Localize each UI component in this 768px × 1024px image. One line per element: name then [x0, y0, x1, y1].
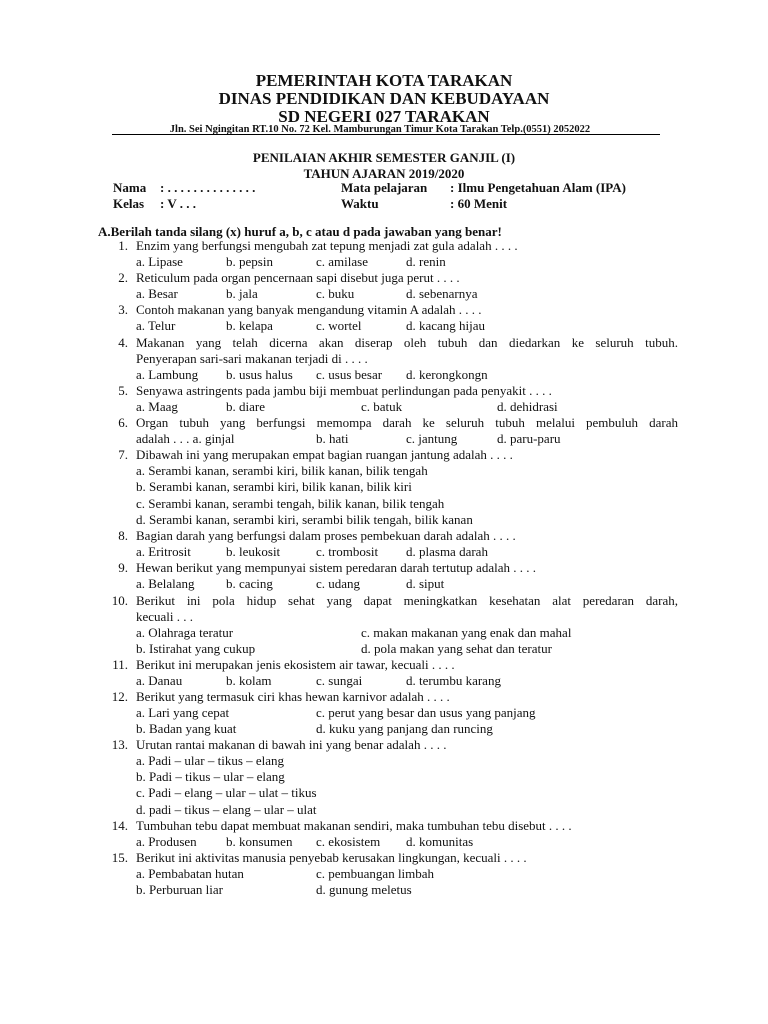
option-d[interactable]: d. paru-paru [497, 431, 561, 446]
question-number: 15. [111, 850, 128, 865]
header-department: DINAS PENDIDIKAN DAN KEBUDAYAAN [218, 89, 550, 108]
option-a[interactable]: a. Belalang [136, 576, 195, 591]
question-number: 14. [111, 818, 128, 833]
option-b[interactable]: b. Istirahat yang cukup [136, 641, 256, 656]
question-text: Senyawa astringents pada jambu biji membuat perlindungan pada penyakit . . . . [136, 383, 552, 398]
option-c[interactable]: c. ekosistem [316, 834, 381, 849]
header-address: Jln. Sei Ngingitan RT.10 No. 72 Kel. Mamburungan Timur Kota Tarakan Telp.(0551) 2052022 [169, 124, 591, 135]
question-text: Makanan yang telah dicerna akan diserap oleh tubuh dan diedarkan ke seluruh tubuh. [136, 335, 678, 350]
question-text: Berikut ini pola hidup sehat yang dapat meningkatkan kesehatan alat peredaran darah, [136, 593, 678, 608]
question-number: 3. [118, 302, 128, 317]
option-d[interactable]: d. pola makan yang sehat dan teratur [361, 641, 552, 656]
nama-label: Nama [113, 180, 147, 195]
question-number: 4. [118, 335, 128, 350]
question-text: kecuali . . . [136, 609, 194, 624]
option-d[interactable]: d. terumbu karang [406, 673, 501, 688]
option-c[interactable]: c. perut yang besar dan usus yang panjang [316, 705, 536, 720]
question-text: Tumbuhan tebu dapat membuat makanan sendiri, maka tumbuhan tebu disebut . . . . [136, 818, 572, 833]
option-b[interactable]: b. Badan yang kuat [136, 721, 237, 736]
option-c[interactable]: c. amilase [316, 254, 368, 269]
option-d[interactable]: d. kuku yang panjang dan runcing [316, 721, 493, 736]
option-c[interactable]: c. udang [316, 576, 361, 591]
question-text: Hewan berikut yang mempunyai sistem peredaran darah tertutup adalah . . . . [136, 560, 536, 575]
question-number: 13. [111, 737, 128, 752]
header-divider [112, 134, 660, 135]
question-text: Urutan rantai makanan di bawah ini yang benar adalah . . . . [136, 737, 447, 752]
question-text: Penyerapan sari-sari makanan terjadi di . . . . [136, 351, 368, 366]
section-a-label: A. [98, 224, 111, 239]
option-a[interactable]: a. Lipase [136, 254, 183, 269]
question-text: Berikut ini merupakan jenis ekosistem air tawar, kecuali . . . . [136, 657, 455, 672]
option-d[interactable]: d. kerongkongn [406, 367, 488, 382]
option-b[interactable]: b. usus halus [226, 367, 293, 382]
option-d[interactable]: d. siput [406, 576, 445, 591]
option-d[interactable]: d. kacang hijau [406, 318, 486, 333]
option-c[interactable]: c. Serambi kanan, serambi tengah, bilik kanan, bilik tengah [136, 496, 445, 511]
option-c[interactable]: c. usus besar [316, 367, 383, 382]
option-a[interactable]: a. Serambi kanan, serambi kiri, bilik kanan, bilik tengah [136, 463, 428, 478]
option-b[interactable]: b. kelapa [226, 318, 273, 333]
option-c[interactable]: c. batuk [361, 399, 403, 414]
option-c[interactable]: c. Padi – elang – ular – ulat – tikus [136, 785, 317, 800]
waktu-value: : 60 Menit [450, 196, 508, 211]
section-a-text: Berilah tanda silang (x) huruf a, b, c atau d pada jawaban yang benar! [110, 224, 502, 239]
option-d[interactable]: d. dehidrasi [497, 399, 558, 414]
question-text: Enzim yang berfungsi mengubah zat tepung menjadi zat gula adalah . . . . [136, 238, 518, 253]
option-b[interactable]: b. kolam [226, 673, 272, 688]
question-number: 5. [118, 383, 128, 398]
option-b[interactable]: b. jala [226, 286, 258, 301]
option-d[interactable]: d. padi – tikus – elang – ular – ulat [136, 802, 317, 817]
question-text: Dibawah ini yang merupakan empat bagian ruangan jantung adalah . . . . [136, 447, 513, 462]
option-d[interactable]: d. plasma darah [406, 544, 488, 559]
question-number: 7. [118, 447, 128, 462]
option-b[interactable]: b. Padi – tikus – ular – elang [136, 769, 285, 784]
question-number: 2. [118, 270, 128, 285]
exam-title: PENILAIAN AKHIR SEMESTER GANJIL (I) [252, 150, 516, 165]
option-c[interactable]: c. trombosit [316, 544, 379, 559]
option-b[interactable]: b. cacing [226, 576, 273, 591]
question-number: 11. [112, 657, 128, 672]
question-number: 12. [111, 689, 128, 704]
question-text: Contoh makanan yang banyak mengandung vitamin A adalah . . . . [136, 302, 482, 317]
option-a[interactable]: a. Eritrosit [136, 544, 191, 559]
kelas-field[interactable]: : V . . . [160, 196, 196, 211]
option-c[interactable]: c. pembuangan limbah [316, 866, 435, 881]
option-c[interactable]: c. buku [316, 286, 355, 301]
header-school: SD NEGERI 027 TARAKAN [278, 107, 490, 126]
option-b[interactable]: b. Perburuan liar [136, 882, 224, 897]
option-a[interactable]: a. Padi – ular – tikus – elang [136, 753, 285, 768]
option-a[interactable]: a. Lari yang cepat [136, 705, 230, 720]
question-number: 6. [118, 415, 128, 430]
question-number: 10. [111, 593, 128, 608]
waktu-label: Waktu [341, 196, 379, 211]
question-text: Berikut ini aktivitas manusia penyebab kerusakan lingkungan, kecuali . . . . [136, 850, 527, 865]
option-a[interactable]: a. Olahraga teratur [136, 625, 234, 640]
option-b[interactable]: b. hati [316, 431, 349, 446]
option-a[interactable]: a. Telur [136, 318, 176, 333]
question-text-with-option-a[interactable]: adalah . . . a. ginjal [136, 431, 235, 446]
option-c[interactable]: c. jantung [406, 431, 458, 446]
mapel-value: : Ilmu Pengetahuan Alam (IPA) [450, 180, 626, 195]
option-a[interactable]: a. Besar [136, 286, 178, 301]
option-b[interactable]: b. diare [226, 399, 265, 414]
question-text: Bagian darah yang berfungsi dalam proses pembekuan darah adalah . . . . [136, 528, 516, 543]
option-d[interactable]: d. gunung meletus [316, 882, 412, 897]
option-a[interactable]: a. Danau [136, 673, 183, 688]
option-c[interactable]: c. sungai [316, 673, 363, 688]
option-a[interactable]: a. Lambung [136, 367, 199, 382]
option-a[interactable]: a. Pembabatan hutan [136, 866, 244, 881]
question-text: Berikut yang termasuk ciri khas hewan karnivor adalah . . . . [136, 689, 450, 704]
option-d[interactable]: d. Serambi kanan, serambi kiri, serambi bilik tengah, bilik kanan [136, 512, 473, 527]
question-number: 1. [118, 238, 128, 253]
option-d[interactable]: d. komunitas [406, 834, 474, 849]
option-b[interactable]: b. Serambi kanan, serambi kiri, bilik kanan, bilik kiri [136, 479, 412, 494]
option-c[interactable]: c. wortel [316, 318, 362, 333]
option-b[interactable]: b. konsumen [226, 834, 293, 849]
question-number: 8. [118, 528, 128, 543]
option-c[interactable]: c. makan makanan yang enak dan mahal [361, 625, 572, 640]
option-b[interactable]: b. leukosit [226, 544, 281, 559]
mapel-label: Mata pelajaran [341, 180, 428, 195]
question-text: Reticulum pada organ pencernaan sapi disebut juga perut . . . . [136, 270, 460, 285]
question-number: 9. [118, 560, 128, 575]
option-a[interactable]: a. Produsen [136, 834, 197, 849]
option-d[interactable]: d. renin [406, 254, 446, 269]
exam-year: TAHUN AJARAN 2019/2020 [303, 166, 465, 181]
nama-field[interactable]: : . . . . . . . . . . . . . . [160, 180, 256, 195]
header-government: PEMERINTAH KOTA TARAKAN [255, 71, 513, 90]
option-d[interactable]: d. sebenarnya [406, 286, 478, 301]
option-a[interactable]: a. Maag [136, 399, 178, 414]
question-text: Organ tubuh yang berfungsi memompa darah ke seluruh tubuh melalui pembuluh darah [136, 415, 678, 430]
option-b[interactable]: b. pepsin [226, 254, 273, 269]
kelas-label: Kelas [113, 196, 145, 211]
